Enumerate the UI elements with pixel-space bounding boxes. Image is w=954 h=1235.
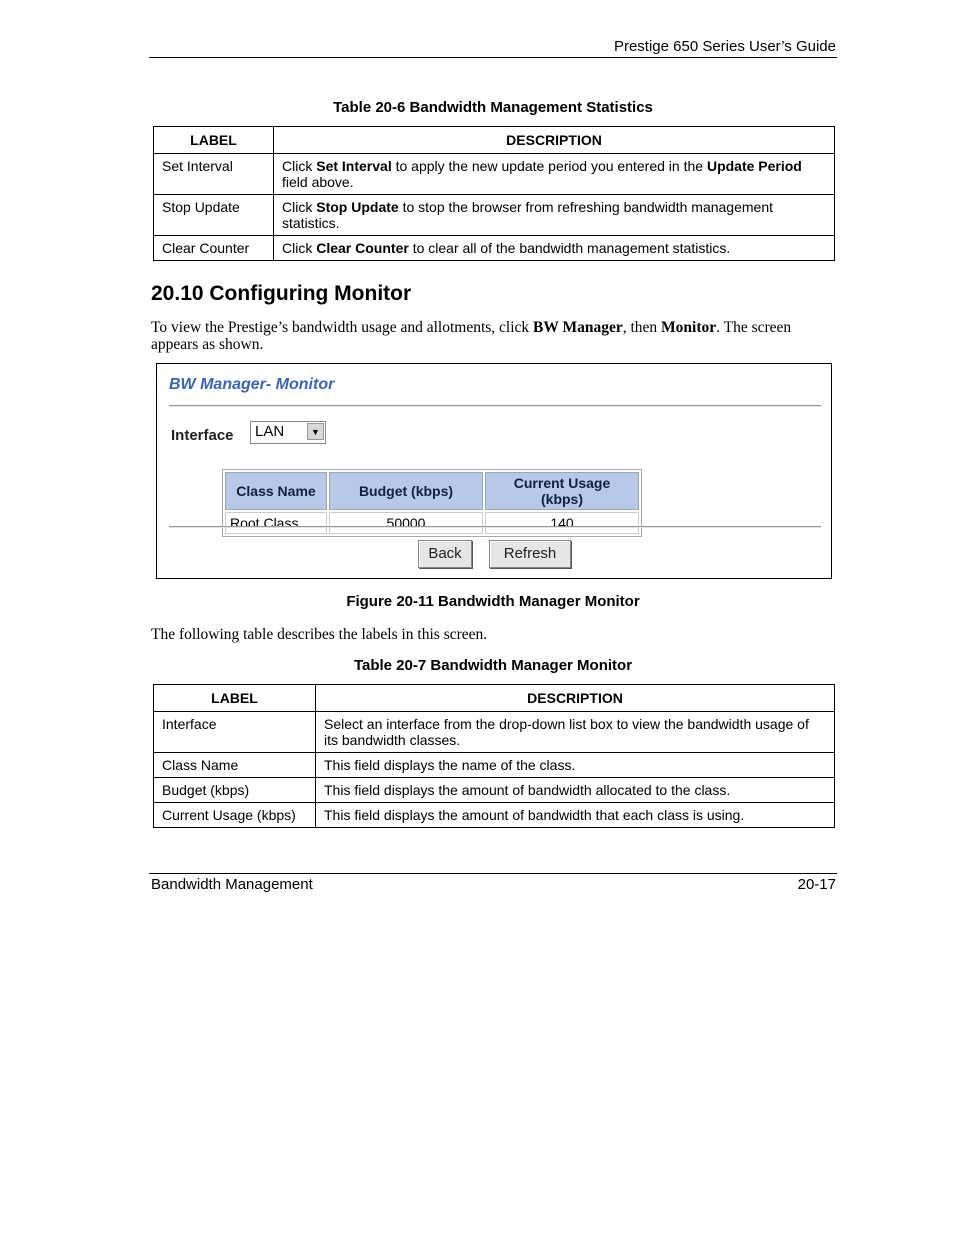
row-label: Budget (kbps)	[154, 778, 316, 803]
back-button[interactable]: Back	[418, 540, 472, 568]
table-row	[154, 195, 835, 236]
interface-select[interactable]	[250, 421, 326, 444]
row-description: Click Set Interval to apply the new update period you entered in the Update Period field above.	[274, 154, 835, 195]
column-header-label: LABEL	[154, 685, 316, 712]
row-label: Current Usage (kbps)	[154, 803, 316, 828]
row-label: Clear Counter	[154, 236, 274, 261]
row-label: Stop Update	[154, 195, 274, 236]
refresh-button[interactable]: Refresh	[489, 540, 571, 568]
column-header-description: DESCRIPTION	[274, 127, 835, 154]
row-label: Set Interval	[154, 154, 274, 195]
statistics-table	[153, 126, 835, 261]
table-caption: Table 20-7 Bandwidth Manager Monitor	[353, 657, 633, 674]
interface-select-value: LAN	[255, 423, 285, 440]
table-row	[154, 803, 835, 828]
divider	[169, 405, 821, 407]
interface-label: Interface	[171, 427, 234, 444]
section-heading: 20.10 Configuring Monitor	[151, 282, 412, 305]
body-text: The following table describes the labels in this screen.	[151, 626, 488, 643]
header-rule	[149, 57, 837, 58]
table-row	[154, 712, 835, 753]
row-description: This field displays the name of the class.	[316, 753, 835, 778]
column-header-label: LABEL	[154, 127, 274, 154]
table-row	[154, 154, 835, 195]
table-row	[154, 778, 835, 803]
column-header-class-name: Class Name	[225, 472, 327, 510]
chevron-down-icon[interactable]: ▼	[307, 423, 324, 440]
row-description: This field displays the amount of bandwidth that each class is using.	[316, 803, 835, 828]
row-description: This field displays the amount of bandwidth allocated to the class.	[316, 778, 835, 803]
table-row	[225, 512, 639, 534]
row-label: Interface	[154, 712, 316, 753]
column-header-description: DESCRIPTION	[316, 685, 835, 712]
table-caption: Table 20-6 Bandwidth Management Statistics	[333, 99, 653, 116]
table-row	[154, 753, 835, 778]
usage-cell: 140	[485, 512, 639, 534]
divider	[169, 526, 821, 528]
table-row	[154, 236, 835, 261]
monitor-labels-table	[153, 684, 835, 828]
budget-cell: 50000	[329, 512, 483, 534]
footer-chapter: Bandwidth Management	[151, 876, 313, 893]
row-description: Click Clear Counter to clear all of the bandwidth management statistics.	[274, 236, 835, 261]
footer-rule	[149, 873, 837, 874]
row-description: Select an interface from the drop-down list box to view the bandwidth usage of its bandwidth classes.	[316, 712, 835, 753]
page-number: 20-17	[797, 876, 836, 893]
screen-title: BW Manager- Monitor	[169, 376, 335, 393]
class-name-cell: Root Class	[225, 512, 327, 534]
row-label: Class Name	[154, 753, 316, 778]
monitor-screenshot	[156, 363, 832, 579]
figure-caption: Figure 20-11 Bandwidth Manager Monitor	[346, 593, 640, 610]
column-header-budget: Budget (kbps)	[329, 472, 483, 510]
column-header-usage: Current Usage (kbps)	[485, 472, 639, 510]
section-intro: To view the Prestige’s bandwidth usage and allotments, click BW Manager, then Monitor. The screen appears as shown.	[151, 319, 792, 353]
row-description: Click Stop Update to stop the browser from refreshing bandwidth management statistics.	[274, 195, 835, 236]
running-header: Prestige 650 Series User’s Guide	[613, 38, 836, 55]
